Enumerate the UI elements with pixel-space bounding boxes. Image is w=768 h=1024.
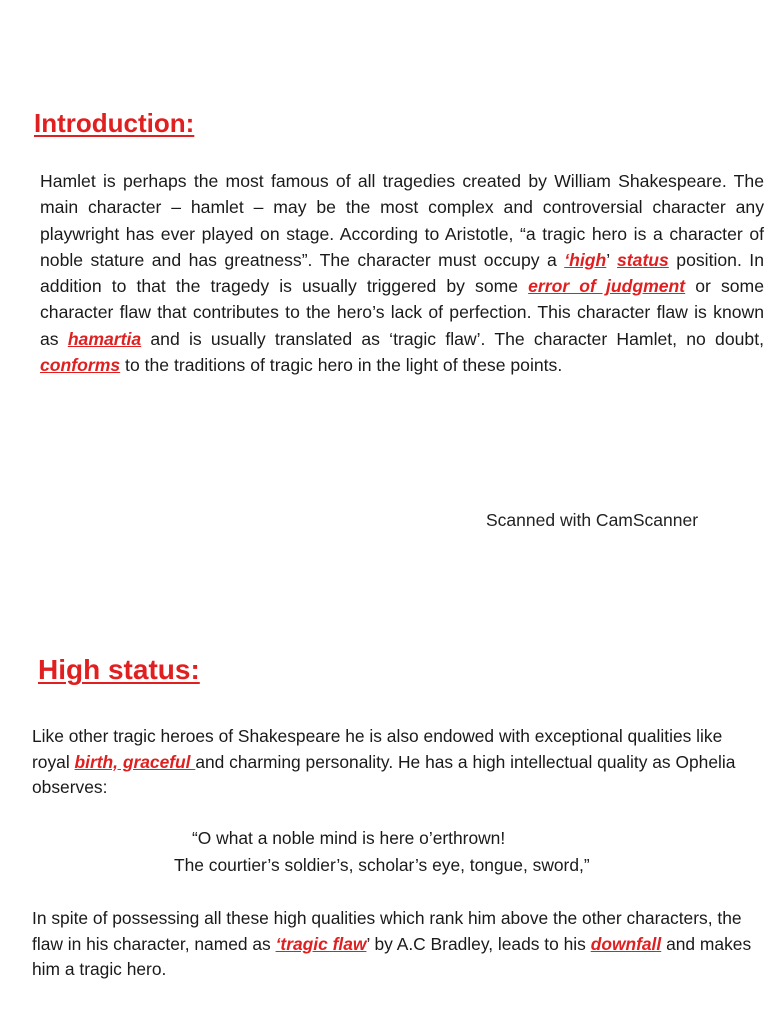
introduction-paragraph: [40, 168, 764, 378]
keyword-error-of-judgment: error of judgment: [528, 276, 686, 297]
p2-text-c: and makes him a tragic hero.: [32, 933, 752, 979]
p1-text-a: Like other tragic heroes of Shakespeare he is also endowed with exceptional qualities like royal: [32, 726, 723, 772]
keyword-tragic-flaw: ‘tragic flaw: [275, 933, 367, 954]
keyword-downfall: downfall: [590, 933, 662, 954]
keyword-high: ‘high: [564, 249, 607, 270]
intro-text-d: and is usually translated as ‘tragic flaw’. The character Hamlet, no doubt,: [141, 328, 764, 349]
high-status-paragraph-1: [32, 724, 752, 801]
intro-text-e: to the traditions of tragic hero in the light of these points.: [120, 355, 563, 376]
ophelia-quote-line-1: “O what a noble mind is here o’erthrown!: [192, 828, 506, 848]
keyword-status: status: [617, 249, 669, 270]
p2-text-a: In spite of possessing all these high qualities which rank him above the other characters, the flaw in his character, named as: [32, 908, 742, 954]
p2-text-b: ’ by A.C Bradley, leads to his: [366, 933, 591, 954]
intro-text-c: or some character flaw that contributes to the hero’s lack of perfection. This character flaw is known as: [40, 276, 764, 349]
keyword-hamartia: hamartia: [67, 328, 142, 349]
quote-close: ’: [606, 249, 618, 270]
intro-text-b: position. In addition to that the tragedy is usually triggered by some: [40, 249, 764, 297]
camscanner-watermark: Scanned with CamScanner: [486, 510, 699, 530]
intro-text-a: Hamlet is perhaps the most famous of all tragedies created by William Shakespeare. The main character – hamlet – may be the most complex and controversial character any playwright has ever played on stage. According to Aristotle, “a tragic hero is a character of noble stature and has greatness”. The character must occupy a: [40, 171, 764, 270]
high-status-heading: High status:: [38, 654, 200, 685]
p1-text-b: and charming personality. He has a high intellectual quality as Ophelia observes:: [32, 751, 736, 797]
ophelia-quote-line-2: The courtier’s soldier’s, scholar’s eye, tongue, sword,”: [174, 855, 590, 875]
high-status-paragraph-2: [32, 906, 752, 983]
keyword-birth-graceful: birth, graceful: [74, 751, 196, 772]
keyword-conforms: conforms: [40, 355, 121, 376]
introduction-heading: Introduction:: [34, 108, 195, 138]
